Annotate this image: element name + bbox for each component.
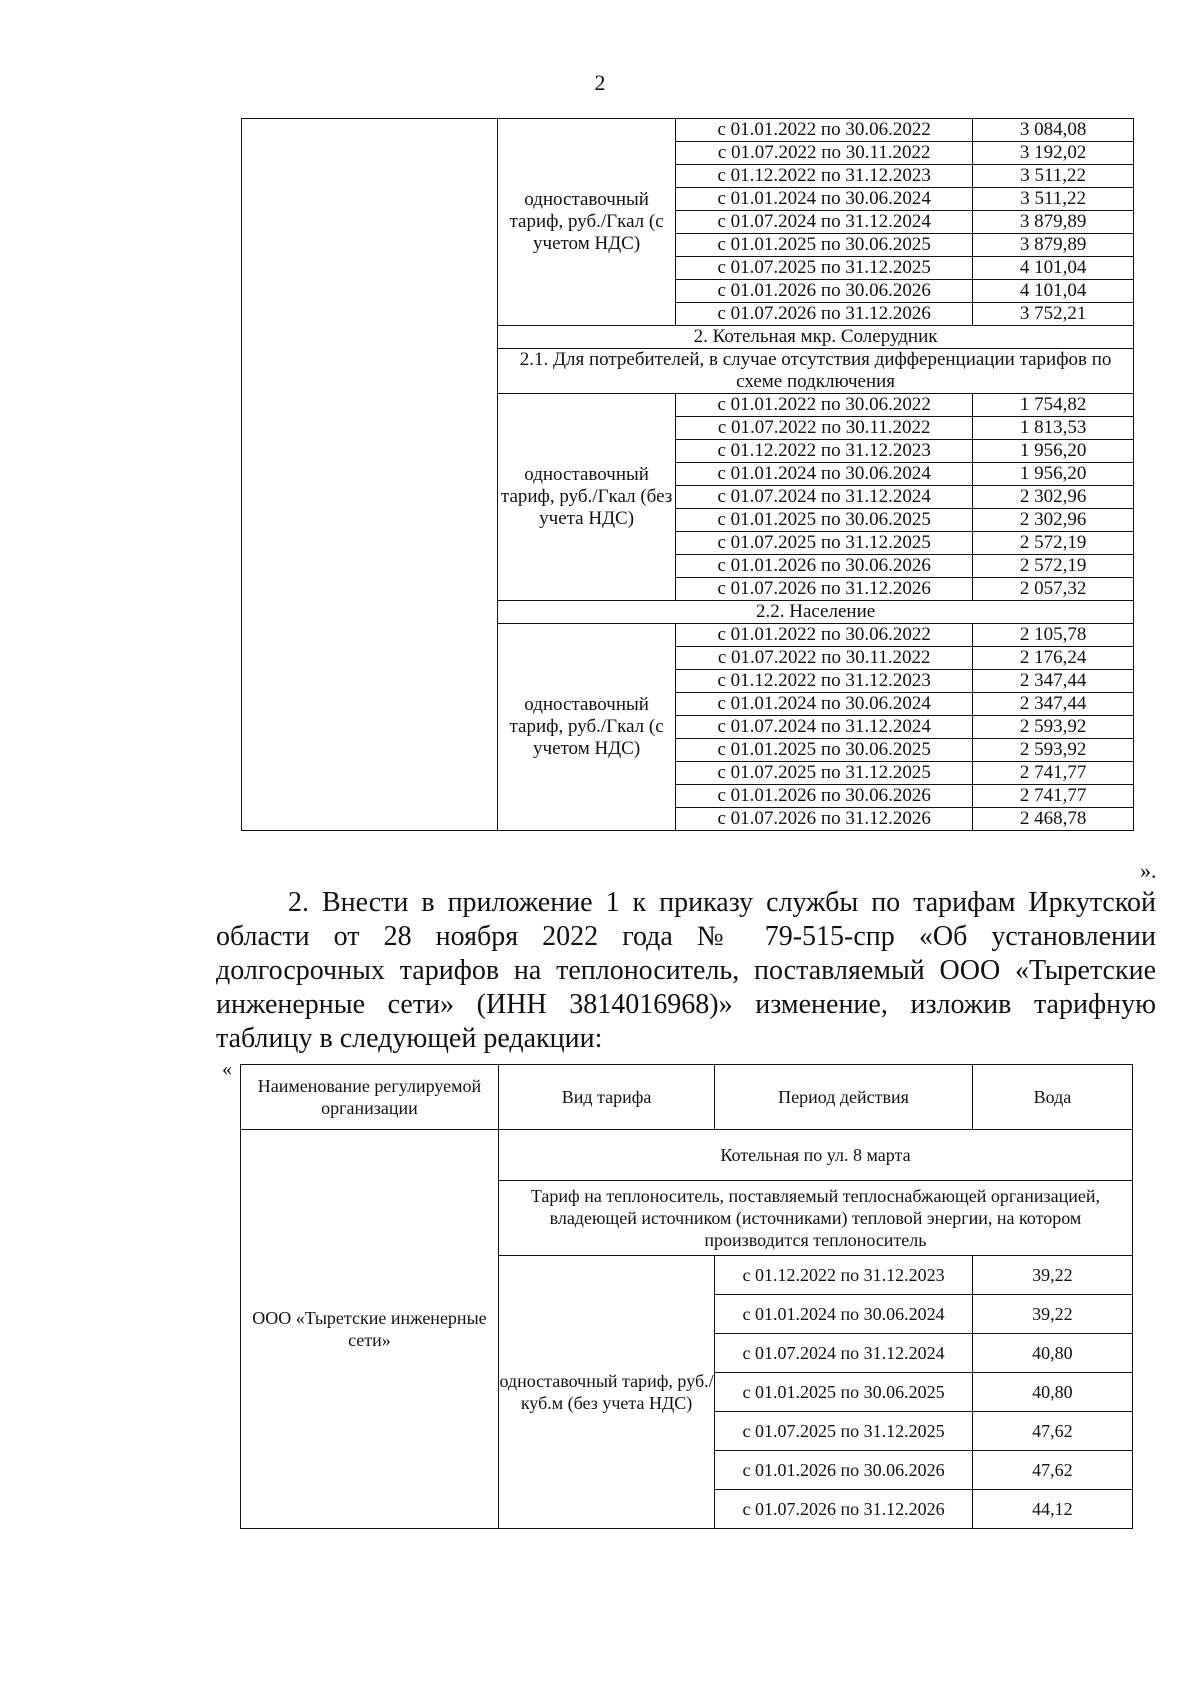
value-cell: 44,12 [972, 1490, 1132, 1529]
value-cell: 2 302,96 [973, 509, 1134, 532]
header-period: Период действия [715, 1065, 973, 1130]
period-cell: с 01.12.2022 по 31.12.2023 [676, 670, 973, 693]
value-cell: 2 741,77 [973, 785, 1134, 808]
org-cell: ООО «Тыретские инженерные сети» [241, 1130, 499, 1529]
value-cell: 2 593,92 [973, 716, 1134, 739]
tariff-type-cell: одноставочный тариф, руб./Гкал (с учетом НДС) [498, 624, 676, 831]
opening-quote: « [222, 1058, 232, 1080]
tariff-table-heat [241, 118, 1134, 831]
header-org: Наименование регулируемой организации [241, 1065, 499, 1130]
tariff-type-cell: одноставочный тариф, руб./Гкал (без учета НДС) [498, 394, 676, 601]
value-cell: 2 572,19 [973, 532, 1134, 555]
value-cell: 2 741,77 [973, 762, 1134, 785]
tariff-type-cell: одноставочный тариф, руб./куб.м (без учета НДС) [498, 1256, 714, 1529]
table-header-row [241, 1065, 1133, 1130]
value-cell: 3 084,08 [973, 119, 1134, 142]
period-cell: с 01.01.2026 по 30.06.2026 [676, 280, 973, 303]
period-cell: с 01.07.2024 по 31.12.2024 [676, 716, 973, 739]
value-cell: 2 347,44 [973, 693, 1134, 716]
value-cell: 2 593,92 [973, 739, 1134, 762]
value-cell: 4 101,04 [973, 257, 1134, 280]
period-cell: с 01.01.2024 по 30.06.2024 [676, 463, 973, 486]
period-cell: с 01.12.2022 по 31.12.2023 [715, 1256, 973, 1295]
value-cell: 3 752,21 [973, 303, 1134, 326]
header-value: Вода [972, 1065, 1132, 1130]
value-cell: 3 511,22 [973, 165, 1134, 188]
value-cell: 1 956,20 [973, 440, 1134, 463]
value-cell: 1 754,82 [973, 394, 1134, 417]
period-cell: с 01.12.2022 по 31.12.2023 [676, 440, 973, 463]
period-cell: с 01.01.2025 по 30.06.2025 [715, 1373, 973, 1412]
value-cell: 3 511,22 [973, 188, 1134, 211]
value-cell: 2 347,44 [973, 670, 1134, 693]
section-title-boiler: 2. Котельная мкр. Солерудник [498, 326, 1134, 349]
period-cell: с 01.01.2026 по 30.06.2026 [676, 555, 973, 578]
tariff-table-coolant [240, 1064, 1133, 1529]
period-cell: с 01.07.2026 по 31.12.2026 [676, 578, 973, 601]
period-cell: с 01.07.2024 по 31.12.2024 [676, 486, 973, 509]
org-cell-blank [242, 119, 498, 831]
period-cell: с 01.07.2025 по 31.12.2025 [715, 1412, 973, 1451]
value-cell: 2 468,78 [973, 808, 1134, 831]
period-cell: с 01.07.2026 по 31.12.2026 [676, 303, 973, 326]
period-cell: с 01.01.2025 по 30.06.2025 [676, 234, 973, 257]
value-cell: 2 057,32 [973, 578, 1134, 601]
page-number: 2 [594, 70, 606, 95]
period-cell: с 01.01.2024 по 30.06.2024 [676, 693, 973, 716]
value-cell: 4 101,04 [973, 280, 1134, 303]
value-cell: 2 302,96 [973, 486, 1134, 509]
period-cell: с 01.07.2022 по 30.11.2022 [676, 647, 973, 670]
value-cell: 1 956,20 [973, 463, 1134, 486]
value-cell: 40,80 [972, 1373, 1132, 1412]
period-cell: с 01.07.2025 по 31.12.2025 [676, 257, 973, 280]
period-cell: с 01.07.2026 по 31.12.2026 [676, 808, 973, 831]
period-cell: с 01.01.2024 по 30.06.2024 [676, 188, 973, 211]
period-cell: с 01.01.2022 по 30.06.2022 [676, 624, 973, 647]
period-cell: с 01.07.2024 по 31.12.2024 [676, 211, 973, 234]
table-row [242, 119, 1134, 142]
period-cell: с 01.01.2025 по 30.06.2025 [676, 509, 973, 532]
tariff-type-cell: одноставочный тариф, руб./Гкал (с учетом НДС) [498, 119, 676, 326]
period-cell: с 01.01.2022 по 30.06.2022 [676, 394, 973, 417]
value-cell: 3 879,89 [973, 211, 1134, 234]
tariff-desc-cell: Тариф на теплоноситель, поставляемый теплоснабжающей организацией, владеющей источником (источниками) тепловой энергии, на котором производится теплоноситель [498, 1181, 1132, 1256]
period-cell: с 01.07.2025 по 31.12.2025 [676, 532, 973, 555]
period-cell: с 01.07.2022 по 30.11.2022 [676, 142, 973, 165]
period-cell: с 01.01.2022 по 30.06.2022 [676, 119, 973, 142]
value-cell: 47,62 [972, 1412, 1132, 1451]
period-cell: с 01.01.2024 по 30.06.2024 [715, 1295, 973, 1334]
value-cell: 2 572,19 [973, 555, 1134, 578]
period-cell: с 01.07.2024 по 31.12.2024 [715, 1334, 973, 1373]
section-title-consumers: 2.1. Для потребителей, в случае отсутствия дифференциации тарифов по схеме подключения [498, 349, 1134, 394]
value-cell: 40,80 [972, 1334, 1132, 1373]
value-cell: 2 176,24 [973, 647, 1134, 670]
period-cell: с 01.01.2025 по 30.06.2025 [676, 739, 973, 762]
value-cell: 39,22 [972, 1256, 1132, 1295]
value-cell: 1 813,53 [973, 417, 1134, 440]
period-cell: с 01.07.2025 по 31.12.2025 [676, 762, 973, 785]
closing-quote: ». [1140, 858, 1157, 883]
value-cell: 2 105,78 [973, 624, 1134, 647]
period-cell: с 01.12.2022 по 31.12.2023 [676, 165, 973, 188]
paragraph-text: 2. Внести в приложение 1 к приказу службы по тарифам Иркутской области от 28 ноября 2022 года № 79-515-спр «Об установлении долгосрочных тарифов на теплоноситель, поставляемый ООО «Тыретские инженерные сети» (ИНН 3814016968)» изменение, изложив тарифную таблицу в следующей редакции: [216, 887, 1156, 1054]
table-row [241, 1130, 1133, 1181]
period-cell: с 01.07.2026 по 31.12.2026 [715, 1490, 973, 1529]
period-cell: с 01.01.2026 по 30.06.2026 [715, 1451, 973, 1490]
value-cell: 39,22 [972, 1295, 1132, 1334]
period-cell: с 01.01.2026 по 30.06.2026 [676, 785, 973, 808]
section-title-population: 2.2. Население [498, 601, 1134, 624]
header-kind: Вид тарифа [498, 1065, 714, 1130]
period-cell: с 01.07.2022 по 30.11.2022 [676, 417, 973, 440]
amendment-paragraph [216, 886, 1156, 1056]
boiler-cell: Котельная по ул. 8 марта [498, 1130, 1132, 1181]
value-cell: 3 879,89 [973, 234, 1134, 257]
value-cell: 3 192,02 [973, 142, 1134, 165]
value-cell: 47,62 [972, 1451, 1132, 1490]
